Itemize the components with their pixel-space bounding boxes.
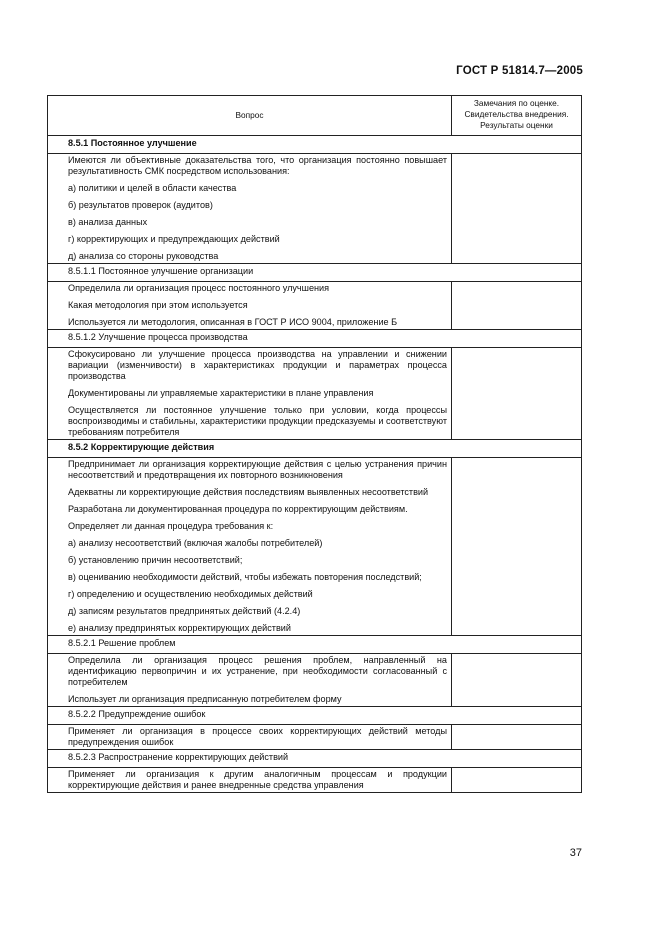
section-title: 8.5.1.1 Постоянное улучшение организации bbox=[48, 264, 582, 282]
remarks-cell[interactable] bbox=[452, 768, 582, 793]
question-item: е) анализу предпринятых корректирующих действий bbox=[68, 623, 291, 633]
question-item: в) оцениванию необходимости действий, чтобы избежать повторения последствий; bbox=[68, 572, 422, 582]
question-item: д) анализа со стороны руководства bbox=[68, 251, 219, 261]
remarks-cell[interactable] bbox=[452, 348, 582, 440]
table-row bbox=[48, 458, 582, 636]
remarks-cell[interactable] bbox=[452, 458, 582, 636]
question-item: Адекватны ли корректирующие действия последствиям выявленных несоответствий bbox=[68, 487, 429, 497]
question-cell bbox=[48, 282, 452, 330]
question-item: Сфокусировано ли улучшение процесса производства на управлении и снижении вариации (изменчивости) в характеристиках продукции и параметрах процесса производства bbox=[68, 349, 447, 381]
question-item: в) анализа данных bbox=[68, 217, 148, 227]
question-item: а) политики и целей в области качества bbox=[68, 183, 237, 193]
question-cell bbox=[48, 725, 452, 750]
question-item: Осуществляется ли постоянное улучшение только при условии, когда процессы воспроизводимы и стабильны, характеристики продукции предсказуемы и соответствуют требованиям потребителя bbox=[68, 405, 447, 437]
section-title: 8.5.1 Постоянное улучшение bbox=[48, 136, 582, 154]
question-cell bbox=[48, 154, 452, 264]
question-item: б) установлению причин несоответствий; bbox=[68, 555, 243, 565]
question-item: Разработана ли документированная процедура по корректирующим действиям. bbox=[68, 504, 408, 514]
section-title: 8.5.1.2 Улучшение процесса производства bbox=[48, 330, 582, 348]
remarks-cell[interactable] bbox=[452, 282, 582, 330]
remarks-cell[interactable] bbox=[452, 654, 582, 707]
section-title: 8.5.2 Корректирующие действия bbox=[48, 440, 582, 458]
table-row bbox=[48, 654, 582, 707]
question-item: г) корректирующих и предупреждающих действий bbox=[68, 234, 280, 244]
question-cell bbox=[48, 458, 452, 636]
remarks-cell[interactable] bbox=[452, 725, 582, 750]
question-item: г) определению и осуществлению необходимых действий bbox=[68, 589, 313, 599]
table-row bbox=[48, 725, 582, 750]
page-number: 37 bbox=[569, 847, 582, 859]
section-header-row bbox=[48, 440, 582, 458]
section-title: 8.5.2.1 Решение проблем bbox=[48, 636, 582, 654]
question-item: Предпринимает ли организация корректирующие действия с целью устранения причин несоответствий и предотвращения их повторного возникновения bbox=[68, 459, 447, 480]
question-cell bbox=[48, 768, 452, 793]
section-header-row bbox=[48, 136, 582, 154]
question-item: Применяет ли организация к другим аналогичным процессам и продукции корректирующие действия и ранее внедренные средства управления bbox=[68, 769, 447, 790]
question-cell bbox=[48, 348, 452, 440]
question-item: д) записям результатов предпринятых действий (4.2.4) bbox=[68, 606, 301, 616]
section-header-row bbox=[48, 264, 582, 282]
question-item: Используется ли методология, описанная в ГОСТ Р ИСО 9004, приложение Б bbox=[68, 317, 398, 327]
question-item: Документированы ли управляемые характеристики в плане управления bbox=[68, 388, 374, 398]
question-item: а) анализу несоответствий (включая жалобы потребителей) bbox=[68, 538, 323, 548]
column-header-remarks: Замечания по оценке. Свидетельства внедрения. Результаты оценки bbox=[452, 96, 582, 136]
question-item: б) результатов проверок (аудитов) bbox=[68, 200, 213, 210]
table-row bbox=[48, 154, 582, 264]
table-body bbox=[48, 136, 582, 793]
question-item: Определила ли организация процесс постоянного улучшения bbox=[68, 283, 330, 293]
section-header-row bbox=[48, 330, 582, 348]
question-item: Имеются ли объективные доказательства того, что организация постоянно повышает результативность СМК посредством использования: bbox=[68, 155, 447, 176]
section-title: 8.5.2.3 Распространение корректирующих действий bbox=[48, 750, 582, 768]
section-title: 8.5.2.2 Предупреждение ошибок bbox=[48, 707, 582, 725]
question-item: Определяет ли данная процедура требования к: bbox=[68, 521, 274, 531]
question-cell bbox=[48, 654, 452, 707]
question-item: Какая методология при этом используется bbox=[68, 300, 248, 310]
table-row bbox=[48, 348, 582, 440]
question-item: Использует ли организация предписанную потребителем форму bbox=[68, 694, 342, 704]
section-header-row bbox=[48, 636, 582, 654]
section-header-row bbox=[48, 750, 582, 768]
assessment-table bbox=[47, 95, 582, 793]
section-header-row bbox=[48, 707, 582, 725]
table-row bbox=[48, 768, 582, 793]
column-header-question: Вопрос bbox=[48, 96, 452, 136]
remarks-cell[interactable] bbox=[452, 154, 582, 264]
question-item: Определила ли организация процесс решения проблем, направленный на идентификацию первопричин и их устранение, при необходимости согласованный с потребителем bbox=[68, 655, 447, 687]
question-item: Применяет ли организация в процессе своих корректирующих действий методы предупреждения ошибок bbox=[68, 726, 447, 747]
table-header-row bbox=[48, 96, 582, 136]
table-row bbox=[48, 282, 582, 330]
document-code: ГОСТ Р 51814.7—2005 bbox=[456, 65, 583, 77]
